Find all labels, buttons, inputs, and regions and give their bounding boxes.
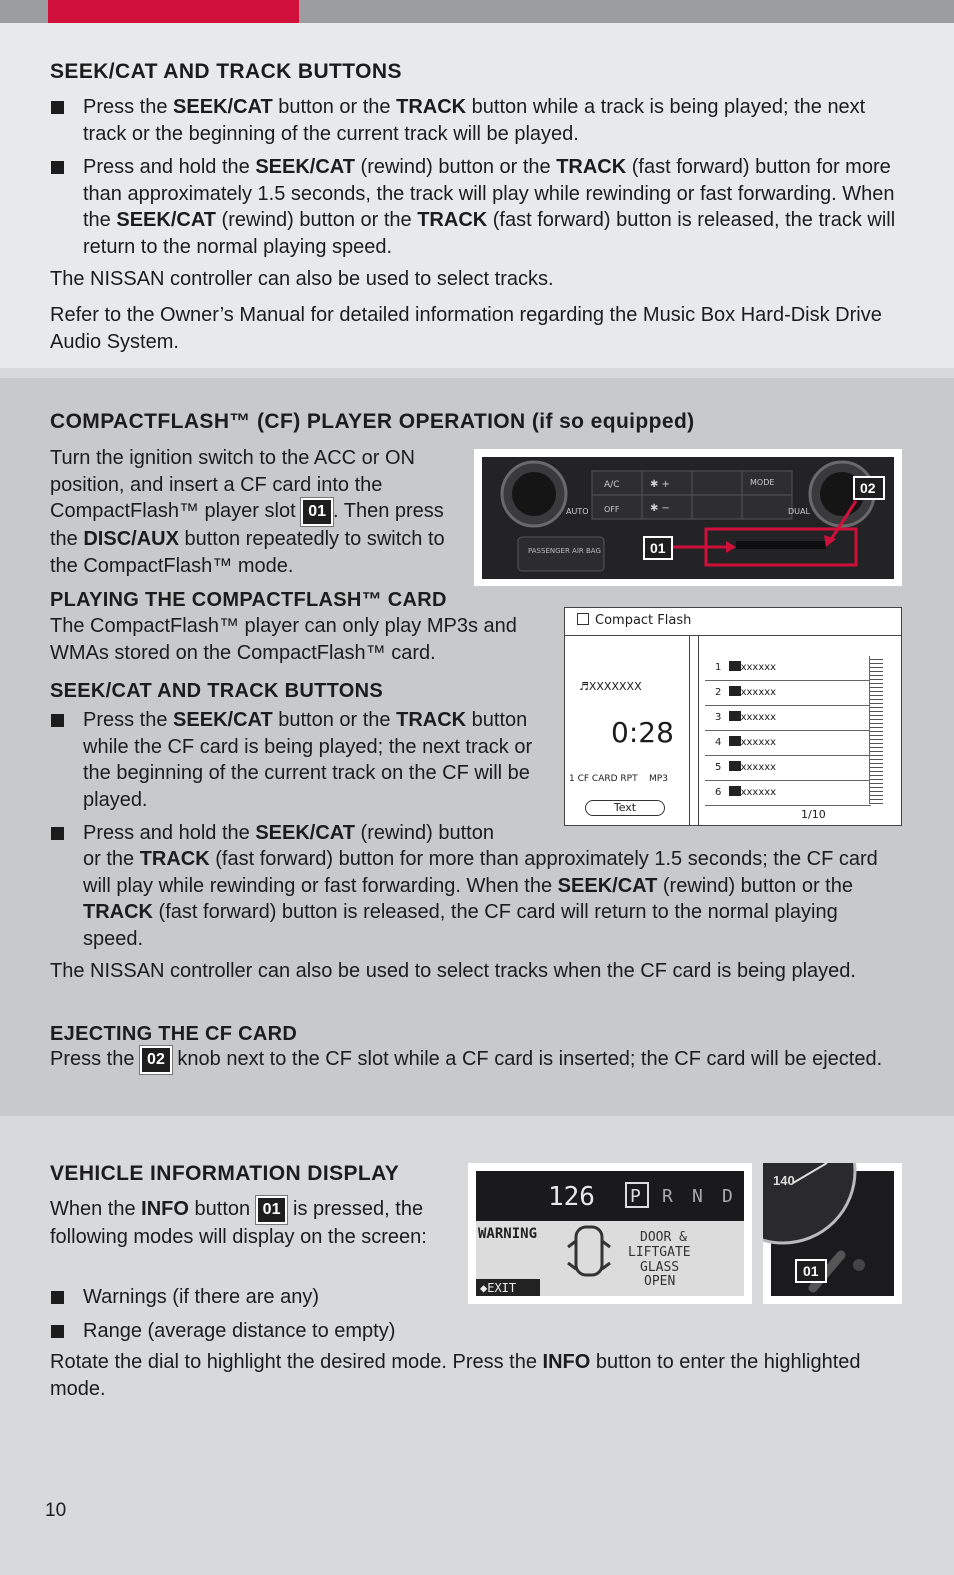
track-file-icon bbox=[729, 661, 741, 671]
gear-r: R bbox=[662, 1186, 673, 1207]
warning-msg-4: OPEN bbox=[644, 1274, 676, 1289]
track-list bbox=[705, 656, 871, 806]
track-number: 3 bbox=[715, 712, 722, 723]
track-scrollbar[interactable] bbox=[869, 656, 883, 804]
airbag-label: PASSENGER AIR BAG bbox=[528, 547, 601, 555]
text-button[interactable]: Text bbox=[585, 800, 665, 816]
vid-heading: VEHICLE INFORMATION DISPLAY bbox=[50, 1162, 400, 1185]
warning-msg-2: LIFTGATE bbox=[628, 1245, 691, 1260]
climate-panel-photo bbox=[474, 449, 902, 586]
track-row[interactable] bbox=[705, 781, 871, 806]
auto-button-label: AUTO bbox=[566, 507, 589, 516]
cf-heading: COMPACTFLASH™ (CF) PLAYER OPERATION (if so equipped) bbox=[50, 410, 695, 433]
cf-seek-heading: SEEK/CAT AND TRACK BUTTONS bbox=[50, 680, 383, 702]
seek-track-panel bbox=[0, 23, 954, 368]
ac-button-label: A/C bbox=[604, 480, 620, 490]
warning-display-illustration bbox=[468, 1163, 752, 1304]
track-name: xxxxxx bbox=[740, 687, 777, 698]
track-row[interactable] bbox=[705, 681, 871, 706]
cf-screen-header bbox=[565, 608, 901, 636]
track-name: xxxxxx bbox=[740, 712, 777, 723]
warning-msg-3: GLASS bbox=[640, 1260, 680, 1275]
svg-text:02: 02 bbox=[860, 480, 876, 496]
off-button-label: OFF bbox=[604, 505, 620, 514]
mode-button-label: MODE bbox=[750, 478, 775, 487]
now-playing-title: ♬XXXXXXX bbox=[579, 680, 642, 693]
track-number: 2 bbox=[715, 687, 722, 698]
list-item: Press the SEEK/CAT button or the TRACK button while a track is being played; the next track or the beginning of the current track will be played. bbox=[50, 94, 900, 147]
list-item: Press and hold the SEEK/CAT (rewind) button bbox=[50, 820, 540, 847]
cf-bullets-1 bbox=[50, 707, 540, 854]
warning-label: WARNING bbox=[478, 1226, 538, 1242]
speed-readout: 126 bbox=[548, 1182, 595, 1212]
dual-button-label: DUAL bbox=[788, 507, 810, 516]
vid-instructions: Rotate the dial to highlight the desired mode. Press the INFO button to enter the highlighted mode. bbox=[50, 1351, 861, 1400]
track-number: 6 bbox=[715, 787, 722, 798]
eject-heading: EJECTING THE CF CARD bbox=[50, 1023, 298, 1045]
list-item: Press the SEEK/CAT button or the TRACK button while the CF card is being played; the next track or the beginning of the current track on the CF will be played. bbox=[50, 707, 540, 813]
track-file-icon bbox=[729, 786, 741, 796]
cf-slot bbox=[736, 541, 826, 549]
track-number: 4 bbox=[715, 737, 722, 748]
track-file-icon bbox=[729, 736, 741, 746]
seek-heading: SEEK/CAT AND TRACK BUTTONS bbox=[50, 60, 402, 83]
playing-heading: PLAYING THE COMPACTFLASH™ CARD bbox=[50, 589, 447, 611]
vid-modes bbox=[50, 1284, 470, 1351]
gear-p: P bbox=[630, 1186, 641, 1207]
callout-02-badge: 02 bbox=[140, 1046, 172, 1074]
top-bar-accent bbox=[48, 0, 299, 23]
callout-01-badge: 01 bbox=[301, 498, 333, 526]
vehicle-info-panel bbox=[0, 1128, 954, 1575]
svg-text:✱ −: ✱ − bbox=[650, 503, 670, 514]
svg-text:✱ +: ✱ + bbox=[650, 479, 670, 490]
track-row[interactable] bbox=[705, 656, 871, 681]
cf-controller-note: The NISSAN controller can also be used to select tracks when the CF card is being played. bbox=[50, 960, 856, 982]
cf-screen-title: Compact Flash bbox=[595, 613, 692, 628]
track-row[interactable] bbox=[705, 756, 871, 781]
warning-display-photo bbox=[468, 1163, 752, 1304]
controller-note: The NISSAN controller can also be used to select tracks. bbox=[50, 268, 554, 290]
cf-screen bbox=[564, 607, 902, 826]
track-name: xxxxxx bbox=[740, 787, 777, 798]
exit-label: ◆EXIT bbox=[480, 1281, 517, 1295]
climate-panel-illustration bbox=[474, 449, 902, 586]
list-item: Range (average distance to empty) bbox=[50, 1318, 470, 1345]
warning-msg-1: DOOR & bbox=[640, 1230, 687, 1245]
elapsed-time: 0:28 bbox=[611, 716, 674, 749]
file-format: MP3 bbox=[649, 774, 668, 784]
svg-text:01: 01 bbox=[650, 540, 666, 556]
track-name: xxxxxx bbox=[740, 737, 777, 748]
seek-bullets bbox=[50, 94, 900, 267]
gauge-illustration bbox=[763, 1163, 902, 1304]
gear-n: N bbox=[692, 1186, 703, 1207]
cf-bullet-2-cont: or the TRACK (fast forward) button for more than approximately 1.5 seconds; the CF card will play while rewinding or fast forwarding. When the SEEK/CAT (rewind) button or the TRACK (fast forward) button is released, the CF card will return to the normal playing speed. bbox=[83, 848, 878, 950]
manual-note: Refer to the Owner’s Manual for detailed information regarding the Music Box Hard-Disk Drive Audio System. bbox=[50, 304, 882, 353]
svg-text:01: 01 bbox=[803, 1263, 819, 1279]
track-name: xxxxxx bbox=[740, 762, 777, 773]
top-bar bbox=[0, 0, 954, 23]
vid-intro: When the INFO button 01 is pressed, the following modes will display on the screen: bbox=[50, 1198, 427, 1248]
callout-01-badge: 01 bbox=[256, 1196, 288, 1224]
compactflash-panel bbox=[0, 378, 954, 1116]
track-file-icon bbox=[729, 711, 741, 721]
page-indicator: 1/10 bbox=[801, 808, 826, 821]
track-name: xxxxxx bbox=[740, 662, 777, 673]
play-mode: 1 CF CARD RPT bbox=[569, 774, 638, 784]
list-item: Warnings (if there are any) bbox=[50, 1284, 470, 1311]
list-divider bbox=[689, 636, 699, 826]
cf-intro: Turn the ignition switch to the ACC or ON position, and insert a CF card into the CompactFlash™ player slot 01 . Then press the DISC/AUX button repeatedly to switch to the CompactFlash™ mode. bbox=[50, 447, 445, 577]
track-number: 1 bbox=[715, 662, 722, 673]
track-file-icon bbox=[729, 761, 741, 771]
gauge-photo bbox=[763, 1163, 902, 1304]
track-number: 5 bbox=[715, 762, 722, 773]
list-item: Press and hold the SEEK/CAT (rewind) button or the TRACK (fast forward) button for more than approximately 1.5 seconds, the track will play while rewinding or fast forwarding. When the SEEK/CAT (rewind) button or the TRACK (fast forward) button is released, the track will return to the normal playing speed. bbox=[50, 154, 900, 260]
cf-card-icon bbox=[577, 613, 589, 625]
playing-text: The CompactFlash™ player can only play MP3s and WMAs stored on the CompactFlash™ card. bbox=[50, 615, 517, 664]
gear-d: D bbox=[722, 1186, 733, 1207]
track-file-icon bbox=[729, 686, 741, 696]
track-row[interactable] bbox=[705, 706, 871, 731]
track-row[interactable] bbox=[705, 731, 871, 756]
gauge-label: 140 bbox=[773, 1173, 795, 1188]
page-number: 10 bbox=[45, 1500, 67, 1521]
eject-text: Press the 02 knob next to the CF slot while a CF card is inserted; the CF card will be ejected. bbox=[50, 1046, 910, 1074]
